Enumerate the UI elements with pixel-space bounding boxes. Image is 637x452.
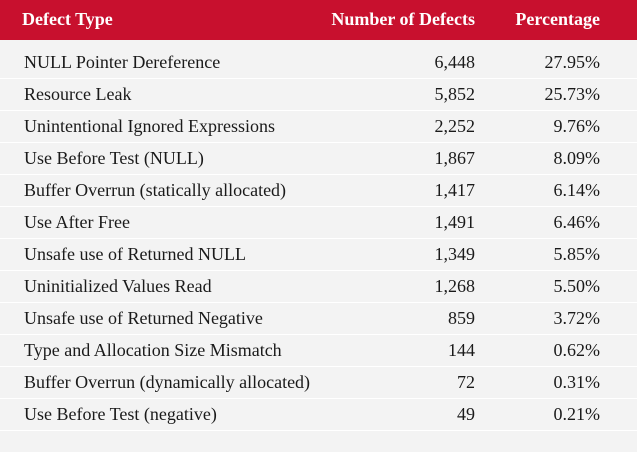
cell-percentage: 9.76% — [553, 116, 600, 136]
table-row — [0, 303, 637, 335]
table-row — [0, 111, 637, 143]
cell-defect-type: Unintentional Ignored Expressions — [24, 116, 275, 136]
cell-number-of-defects: 2,252 — [434, 116, 475, 136]
cell-defect-type: Unsafe use of Returned Negative — [24, 308, 263, 328]
cell-defect-type: Resource Leak — [24, 84, 132, 104]
cell-defect-type: Use Before Test (negative) — [24, 404, 217, 424]
cell-defect-type: Unsafe use of Returned NULL — [24, 244, 246, 264]
table-row — [0, 335, 637, 367]
table-body — [0, 47, 637, 431]
cell-number-of-defects: 49 — [457, 404, 475, 424]
cell-number-of-defects: 6,448 — [434, 52, 475, 72]
cell-number-of-defects: 1,268 — [434, 276, 475, 296]
header-percentage: Percentage — [515, 9, 600, 29]
cell-percentage: 5.85% — [553, 244, 600, 264]
cell-percentage: 5.50% — [553, 276, 600, 296]
cell-defect-type: Buffer Overrun (statically allocated) — [24, 180, 287, 200]
cell-number-of-defects: 1,349 — [434, 244, 475, 264]
cell-percentage: 0.31% — [553, 372, 600, 392]
cell-defect-type: Buffer Overrun (dynamically allocated) — [24, 372, 311, 392]
cell-percentage: 25.73% — [544, 84, 600, 104]
table-row — [0, 175, 637, 207]
cell-defect-type: Use Before Test (NULL) — [24, 148, 204, 168]
table-row — [0, 143, 637, 175]
header-defect-type: Defect Type — [22, 9, 113, 29]
table-row — [0, 399, 637, 431]
cell-percentage: 8.09% — [553, 148, 600, 168]
table-header — [0, 0, 637, 40]
cell-number-of-defects: 144 — [448, 340, 475, 360]
cell-percentage: 6.14% — [553, 180, 600, 200]
cell-number-of-defects: 72 — [457, 372, 475, 392]
cell-percentage: 0.62% — [553, 340, 600, 360]
table-row — [0, 47, 637, 79]
cell-defect-type: NULL Pointer Dereference — [24, 52, 221, 72]
cell-number-of-defects: 1,417 — [434, 180, 475, 200]
cell-number-of-defects: 5,852 — [434, 84, 475, 104]
table-row — [0, 239, 637, 271]
cell-number-of-defects: 859 — [448, 308, 475, 328]
cell-percentage: 0.21% — [553, 404, 600, 424]
cell-percentage: 3.72% — [553, 308, 600, 328]
table-row — [0, 367, 637, 399]
cell-number-of-defects: 1,491 — [434, 212, 475, 232]
table-row — [0, 207, 637, 239]
cell-number-of-defects: 1,867 — [434, 148, 475, 168]
cell-percentage: 27.95% — [544, 52, 600, 72]
header-number-of-defects: Number of Defects — [331, 9, 475, 29]
cell-defect-type: Use After Free — [24, 212, 130, 232]
table-row — [0, 79, 637, 111]
cell-percentage: 6.46% — [553, 212, 600, 232]
cell-defect-type: Type and Allocation Size Mismatch — [24, 340, 282, 360]
table-row — [0, 271, 637, 303]
cell-defect-type: Uninitialized Values Read — [24, 276, 212, 296]
